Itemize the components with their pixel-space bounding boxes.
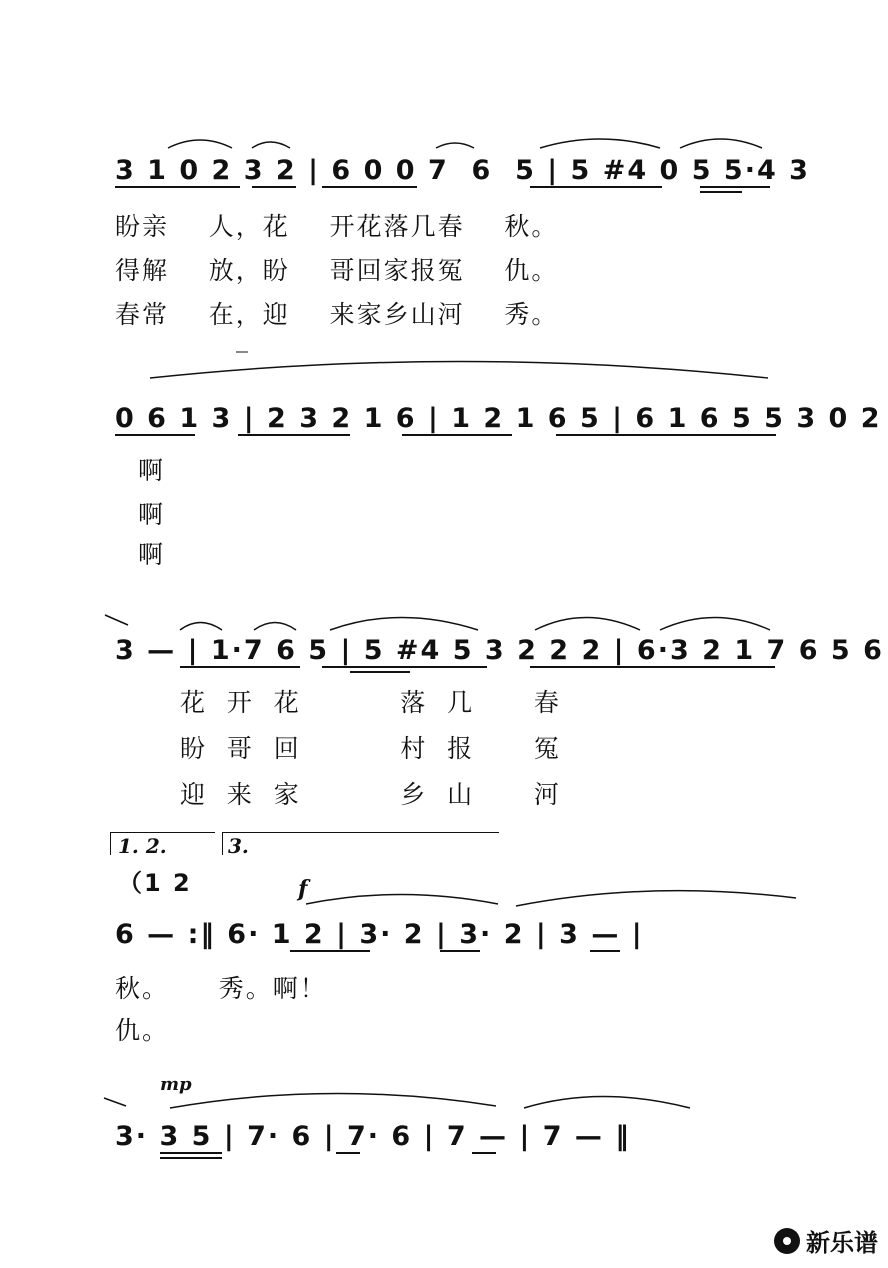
beam — [336, 1152, 360, 1154]
volta-label-2: 3. — [228, 834, 249, 858]
lyric-verse-2: 啊 — [138, 500, 166, 529]
volta-label-1: 1. 2. — [118, 834, 167, 858]
beam — [472, 1152, 496, 1154]
vinyl-disc-icon — [774, 1228, 800, 1254]
lyric-verse-1: 啊 — [138, 456, 166, 485]
site-logo — [774, 1223, 878, 1258]
beam-double — [160, 1157, 222, 1159]
lyric-verse-1: 花 开 花 落 几 春 — [180, 688, 561, 717]
lyric-verse-1: 盼亲 人，花 开花落几春 秋。 — [115, 212, 559, 241]
logo-text: 新乐谱 — [806, 1229, 878, 1257]
lyric-verse-3: 春常 在，迎 来家乡山河 秀。 — [115, 300, 559, 329]
beam — [160, 1152, 222, 1154]
lyric-verse-3: 迎 来 家 乡 山 河 — [180, 780, 561, 809]
grace-notes: （1 2 — [118, 869, 192, 897]
dynamic-mezzo-piano: mp — [160, 1074, 192, 1095]
notation-line-2: 0 6 1 3 | 2 3 2 1 6 | 1 2 1 6 5 | 6 1 6 5 5 3 0 2 — [115, 403, 882, 434]
notation-line-4: 6 — :‖ 6· 1 2 | 3· 2 | 3· 2 | 3 — | — [115, 919, 644, 950]
notation-line-1: 3 1 0 2 3 2 | 6 0 0 7 6 5 | 5 #4 0 5 5·4 3 — [115, 155, 810, 186]
lyric-verse-2: 仇。 — [115, 1016, 170, 1045]
notation-line-3: 3 — | 1·7 6 5 | 5 #4 5 3 2 2 2 | 6·3 2 1 7 6 5 6 — [115, 635, 884, 666]
notation-line-5: 3· 3 5 | 7· 6 | 7· 6 | 7 — | 7 — ‖ — [115, 1121, 631, 1152]
lyric-verse-2: 盼 哥 回 村 报 冤 — [180, 734, 561, 763]
lyric-verse-1: 秋。 秀。啊！ — [115, 974, 327, 1003]
dynamic-forte: f — [298, 876, 308, 902]
lyric-verse-2: 得解 放，盼 哥回家报冤 仇。 — [115, 256, 559, 285]
lyric-verse-3: 啊 — [138, 540, 166, 569]
